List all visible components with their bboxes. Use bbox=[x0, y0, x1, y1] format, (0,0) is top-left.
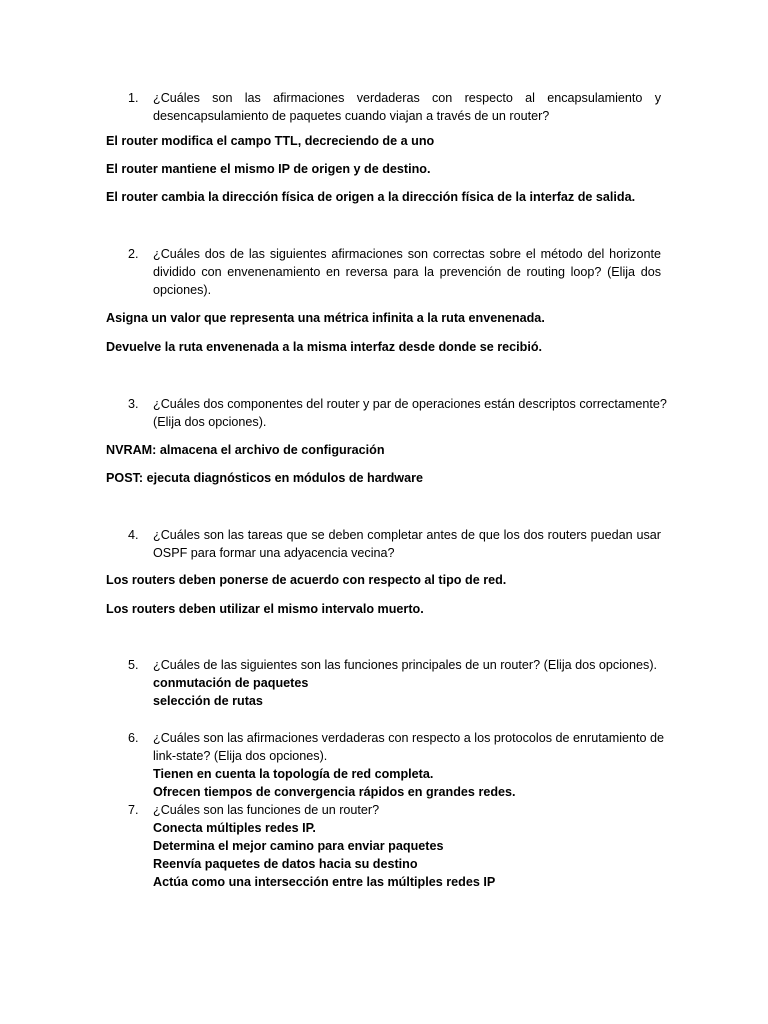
question-1-number: 1. bbox=[128, 91, 139, 105]
question-1-answer-2: El router mantiene el mismo IP de origen y de destino. bbox=[106, 162, 431, 176]
question-4-answer-2: Los routers deben utilizar el mismo intervalo muerto. bbox=[106, 602, 424, 616]
question-5-number: 5. bbox=[128, 658, 139, 672]
question-2-line-2: dividido con envenenamiento en reversa para la prevención de routing loop? (Elija dos bbox=[153, 265, 661, 279]
question-3-line-2: (Elija dos opciones). bbox=[153, 415, 267, 429]
question-2-line-1: ¿Cuáles dos de las siguientes afirmaciones son correctas sobre el método del horizonte bbox=[153, 247, 661, 261]
question-1-answer-1: El router modifica el campo TTL, decreciendo de a uno bbox=[106, 134, 435, 148]
question-3-line-1: ¿Cuáles dos componentes del router y par de operaciones están descriptos correctamente? bbox=[153, 397, 667, 411]
question-4-answer-1: Los routers deben ponerse de acuerdo con respecto al tipo de red. bbox=[106, 573, 507, 587]
question-2-line-3: opciones). bbox=[153, 283, 212, 297]
question-4-line-1: ¿Cuáles son las tareas que se deben completar antes de que los dos routers puedan usar bbox=[153, 528, 661, 542]
question-6-line-2: link-state? (Elija dos opciones). bbox=[153, 749, 328, 763]
question-6-answer-1: Tienen en cuenta la topología de red completa. bbox=[153, 767, 434, 781]
question-1-line-2: desencapsulamiento de paquetes cuando viajan a través de un router? bbox=[153, 109, 550, 123]
question-2-answer-1: Asigna un valor que representa una métrica infinita a la ruta envenenada. bbox=[106, 311, 545, 325]
question-7-answer-4: Actúa como una intersección entre las múltiples redes IP bbox=[153, 875, 496, 889]
question-4-line-2: OSPF para formar una adyacencia vecina? bbox=[153, 546, 395, 560]
question-7-number: 7. bbox=[128, 803, 139, 817]
question-6-line-1: ¿Cuáles son las afirmaciones verdaderas con respecto a los protocolos de enrutamiento de bbox=[153, 731, 665, 745]
question-3-answer-2: POST: ejecuta diagnósticos en módulos de hardware bbox=[106, 471, 424, 485]
question-1-line-1: ¿Cuáles son las afirmaciones verdaderas con respecto al encapsulamiento y bbox=[153, 91, 661, 105]
question-7-answer-2: Determina el mejor camino para enviar paquetes bbox=[153, 839, 444, 853]
question-7-answer-3: Reenvía paquetes de datos hacia su destino bbox=[153, 857, 418, 871]
question-3-answer-1: NVRAM: almacena el archivo de configuración bbox=[106, 443, 385, 457]
question-6-number: 6. bbox=[128, 731, 139, 745]
question-2-answer-2: Devuelve la ruta envenenada a la misma interfaz desde donde se recibió. bbox=[106, 340, 543, 354]
question-5-answer-1: conmutación de paquetes bbox=[153, 676, 309, 690]
question-7-answer-1: Conecta múltiples redes IP. bbox=[153, 821, 316, 835]
question-6-answer-2: Ofrecen tiempos de convergencia rápidos en grandes redes. bbox=[153, 785, 516, 799]
question-5-answer-2: selección de rutas bbox=[153, 694, 263, 708]
question-7-line-1: ¿Cuáles son las funciones de un router? bbox=[153, 803, 380, 817]
question-3-number: 3. bbox=[128, 397, 139, 411]
question-5-line-1: ¿Cuáles de las siguientes son las funciones principales de un router? (Elija dos opciones). bbox=[153, 658, 658, 672]
question-1-answer-3: El router cambia la dirección física de origen a la dirección física de la interfaz de salida. bbox=[106, 190, 636, 204]
question-2-number: 2. bbox=[128, 247, 139, 261]
question-4-number: 4. bbox=[128, 528, 139, 542]
